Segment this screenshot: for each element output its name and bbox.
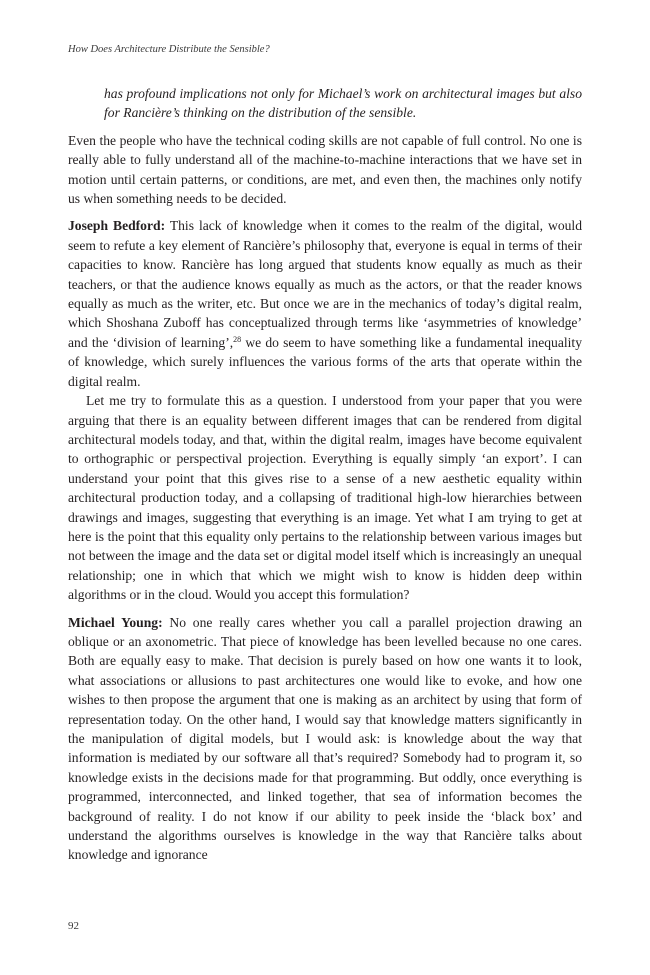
paragraph-1: Even the people who have the technical coding skills are not capable of full control. No one is really able to fully understand all of the machine-to-machine interactions that we have set in motion until certain patterns, or conditions, are met, and even then, the machines only notify us when something needs to be decided. — [68, 132, 582, 207]
speaker-name-young: Michael Young: — [68, 614, 163, 630]
page-number: 92 — [68, 920, 79, 932]
paragraph-young-text: No one really cares whether you call a parallel projection drawing an oblique or an axonometric. That piece of knowledge has been levelled because no one cares. Both are equally easy to make. That decision is purely based on how one wants it to look, what associations or allusions to past architectures one would like to evoke, and how one wishes to then propose the argument that one is making as an architect by using that form of representation today. On the other hand, I would say that knowledge matters significantly in the manipulation of digital models, but I would ask: is knowledge about the way that information is mediated by our software all that’s required? Somebody had to program it, so knowledge exists in the decisions made for that programming. But oddly, once everything is programmed, interconnected, and linked together, that sea of information becomes the background of reality. I do not know if our ability to peek inside the ‘black box’ and understand the algorithms ourselves is knowledge in the way that Rancière talks about knowledge and ignorance — [68, 614, 582, 863]
paragraph-bedford-text-a: This lack of knowledge when it comes to the realm of the digital, would seem to refute a key element of Rancière’s philosophy that, everyone is equal in terms of their capacities to know. Rancière has long argued that students know equally as much as their teachers, or that the audience knows equally as much as the actors, or that the reader knows equally as much as the writer, etc. But once we are in the mechanics of today’s digital realm, which Shoshana Zuboff has conceptualized through terms like ‘asymmetries of knowledge’ and the ‘division of learning’, — [68, 218, 582, 350]
paragraph-3: Let me try to formulate this as a question. I understood from your paper that you were arguing that there is an equality between different images that can be rendered from digital architectural models today, and that, within the digital realm, images have become equivalent to orthographic or perspectival projection. Everything is equally simply ‘an export’. I can understand your point that this gives rise to a sense of a new aesthetic equality within architectural production today, and a collapsing of traditional high-low hierarchies between drawings and images, suggesting that everything is an image. Yet what I am trying to get at here is the point that this equality only pertains to the relationship between various images but not between the image and the data set or digital model itself which is increasingly an unequal relationship; one in which that which we might wish to know is hidden deep within algorithms or in the cloud. Would you accept this formulation? — [68, 393, 582, 603]
speaker-name-bedford: Joseph Bedford: — [68, 218, 166, 234]
block-quote: has profound implications not only for Michael’s work on architectural images but also for Rancière’s thinking on the distribution of the sensible. — [104, 86, 582, 121]
paragraph-young — [68, 613, 582, 865]
body-text — [68, 84, 582, 865]
paragraph-bedford-text-b: we do seem to have something like a fundamental inequality of knowledge, which surely influences the various forms of the arts that operate within the digital realm. — [68, 334, 582, 389]
footnote-marker[interactable]: 28 — [233, 334, 242, 344]
paragraph-bedford — [68, 216, 582, 391]
running-head: How Does Architecture Distribute the Sensible? — [68, 44, 270, 55]
